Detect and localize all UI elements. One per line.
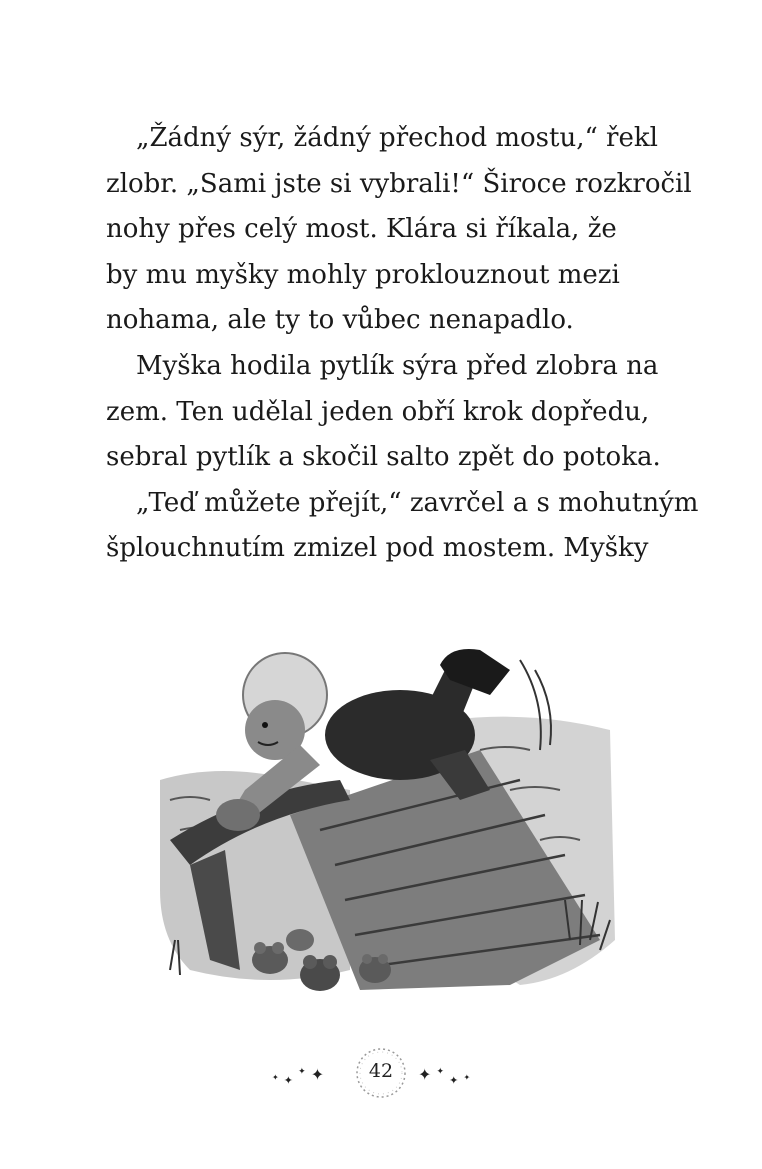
- text-line: zem. Ten udělal jeden obří krok dopředu,: [106, 396, 650, 427]
- text-line: „Žádný sýr, žádný přechod mostu,“ řekl: [136, 123, 658, 153]
- text-line: zlobr. „Sami jste si vybrali!“ Široce rozkročil: [106, 168, 692, 199]
- text-line: šplouchnutím zmizel pod mostem. Myšky: [106, 533, 649, 564]
- troll-eye: [262, 722, 268, 728]
- page-number-frame: [351, 1045, 411, 1101]
- page-number: 42: [368, 1060, 394, 1082]
- mouse: [286, 929, 314, 951]
- troll-fist: [216, 799, 260, 831]
- text-line: sebral pytlík a skočil salto zpět do potoka.: [106, 442, 661, 473]
- text-line: nohama, ale ty to vůbec nenapadlo.: [106, 305, 574, 336]
- text-line: „Teď můžete přejít,“ zavrčel a s mohutným: [136, 487, 699, 518]
- text-line: Myška hodila pytlík sýra před zlobra na: [136, 350, 659, 381]
- sparkle-stars-icon: ✦ ✦ $_✦$ $_✦$: [418, 1065, 471, 1087]
- text-line: by mu myšky mohly proklouznout mezi: [106, 259, 620, 290]
- page-footer: [0, 1045, 762, 1105]
- sparkle-stars-icon: $_✦$ $_✦$ ✦ ✦: [272, 1065, 325, 1087]
- text-line: nohy přes celý most. Klára si říkala, že: [106, 214, 617, 245]
- body-text: [106, 116, 699, 572]
- illustration-svg: [150, 640, 620, 1015]
- troll-bridge-illustration: [150, 640, 620, 1015]
